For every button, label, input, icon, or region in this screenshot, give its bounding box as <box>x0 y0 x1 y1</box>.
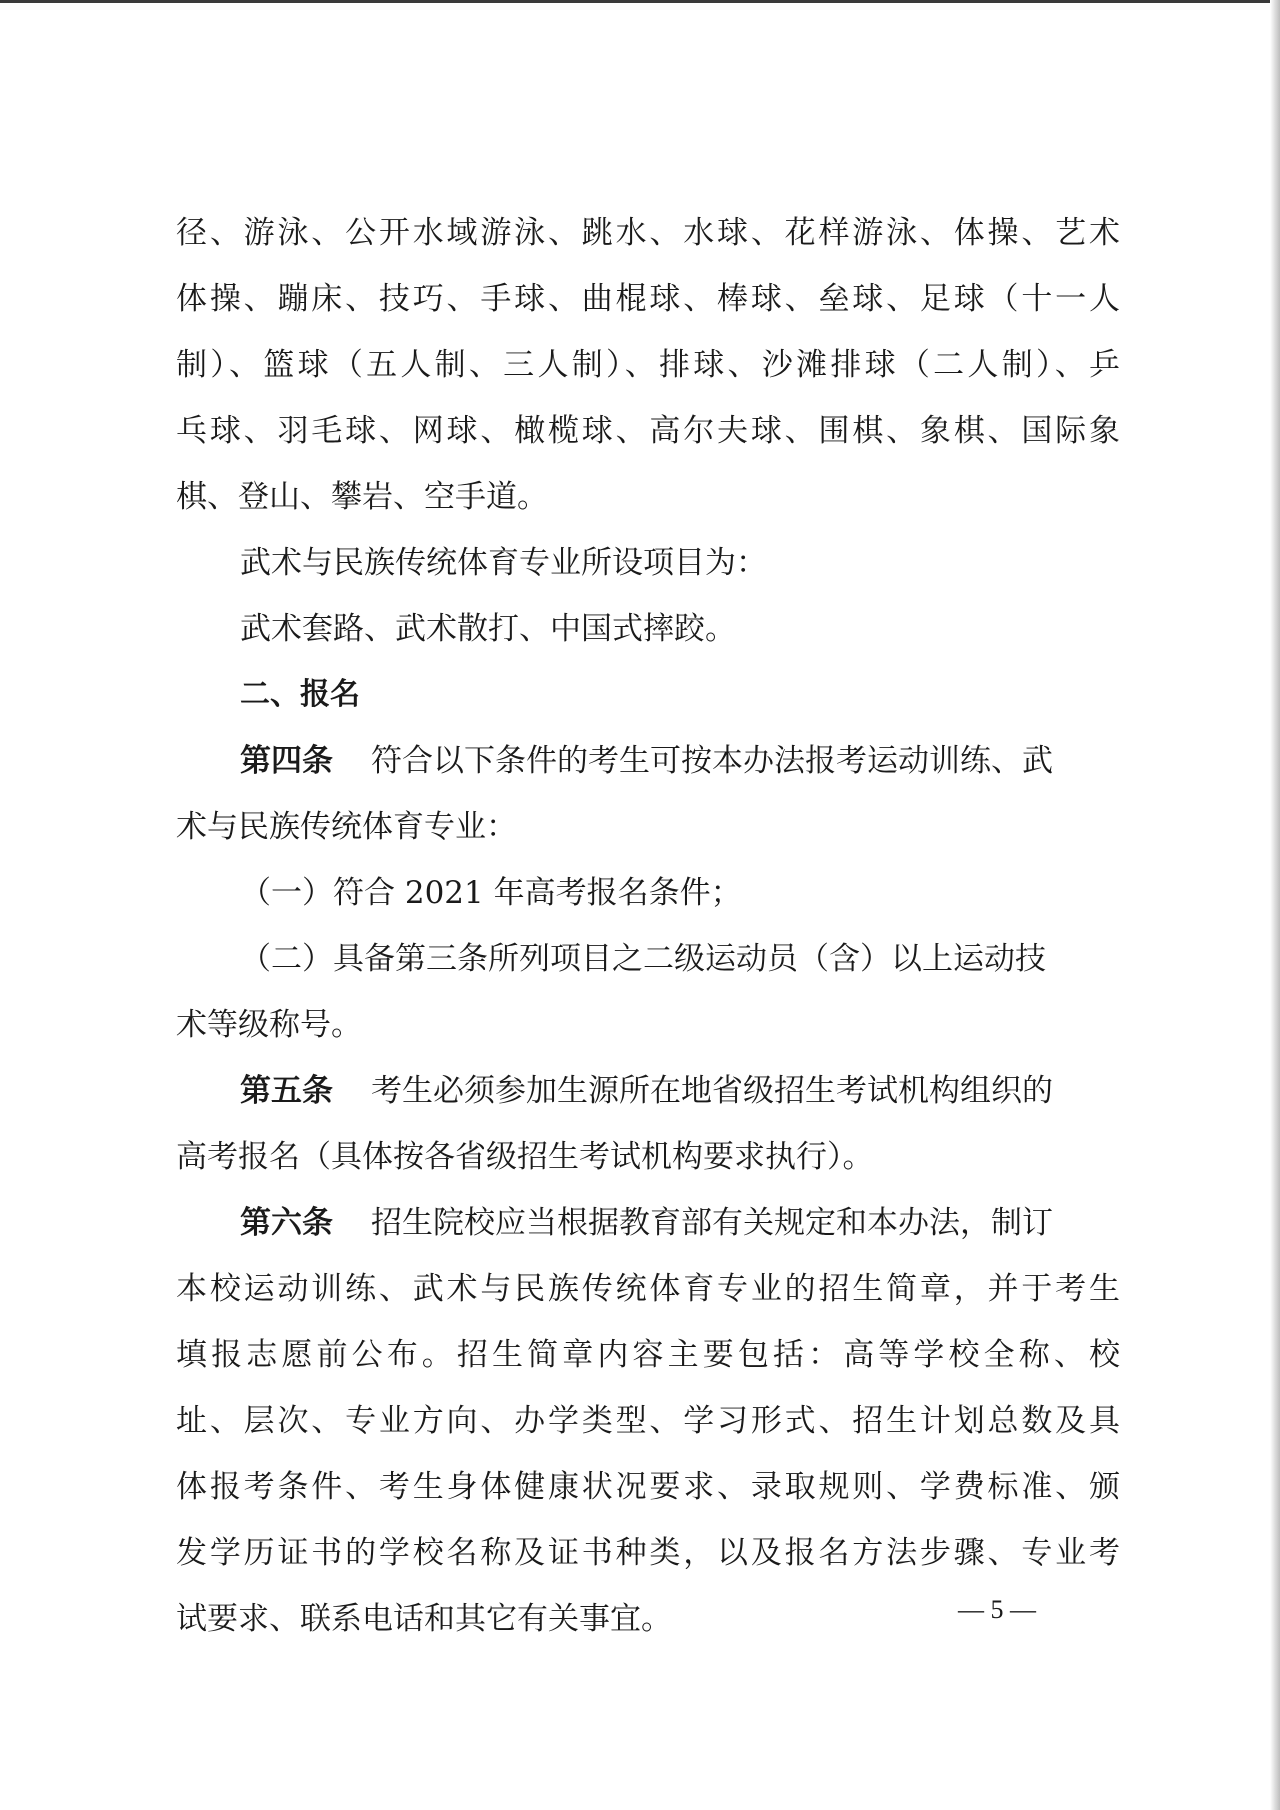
text-line: 本校运动训练、武术与民族传统体育专业的招生简章，并于考生 <box>176 1271 1120 1307</box>
scan-right-edge <box>1270 0 1280 1810</box>
article-text: 符合以下条件的考生可按本办法报考运动训练、武 <box>371 743 1053 779</box>
article-label: 第五条 <box>240 1073 333 1109</box>
page-number: — 5 — <box>958 1595 1036 1624</box>
text-line: 发学历证书的学校名称及证书种类，以及报名方法步骤、专业考 <box>176 1535 1120 1571</box>
text-line: 武术套路、武术散打、中国式摔跤。 <box>240 611 736 647</box>
text-line: 棋、登山、攀岩、空手道。 <box>176 479 548 515</box>
text-line: 高考报名（具体按各省级招生考试机构要求执行）。 <box>176 1139 874 1175</box>
article-label: 第六条 <box>240 1205 333 1241</box>
article-text: 招生院校应当根据教育部有关规定和本办法，制订 <box>371 1205 1053 1241</box>
condition-item: （二）具备第三条所列项目之二级运动员（含）以上运动技 <box>240 941 1046 977</box>
article-4-line-1 <box>176 728 1120 794</box>
scan-top-edge <box>0 0 1280 3</box>
section-heading: 二、报名 <box>240 677 360 712</box>
condition-item: （一）符合 2021 年高考报名条件； <box>240 875 742 911</box>
text-line: 术与民族传统体育专业： <box>176 809 517 845</box>
text-line: 径、游泳、公开水域游泳、跳水、水球、花样游泳、体操、艺术 <box>176 215 1120 251</box>
text-line: 体报考条件、考生身体健康状况要求、录取规则、学费标准、颁 <box>176 1469 1120 1505</box>
text-line: 试要求、联系电话和其它有关事宜。 <box>176 1601 672 1637</box>
article-5-line-1 <box>176 1058 1120 1124</box>
document-body <box>176 200 1120 1652</box>
text-line: 术等级称号。 <box>176 1007 362 1043</box>
text-line: 址、层次、专业方向、办学类型、学习形式、招生计划总数及具 <box>176 1403 1120 1439</box>
text-line: 填报志愿前公布。招生简章内容主要包括：高等学校全称、校 <box>176 1337 1120 1373</box>
article-text: 考生必须参加生源所在地省级招生考试机构组织的 <box>371 1073 1053 1109</box>
text-line: 体操、蹦床、技巧、手球、曲棍球、棒球、垒球、足球（十一人 <box>176 281 1120 317</box>
article-6-line-1 <box>176 1190 1120 1256</box>
text-line: 制）、篮球（五人制、三人制）、排球、沙滩排球（二人制）、乒 <box>176 347 1120 383</box>
text-line: 武术与民族传统体育专业所设项目为： <box>240 545 767 581</box>
text-line: 乓球、羽毛球、网球、橄榄球、高尔夫球、围棋、象棋、国际象 <box>176 413 1120 449</box>
article-label: 第四条 <box>240 743 333 779</box>
